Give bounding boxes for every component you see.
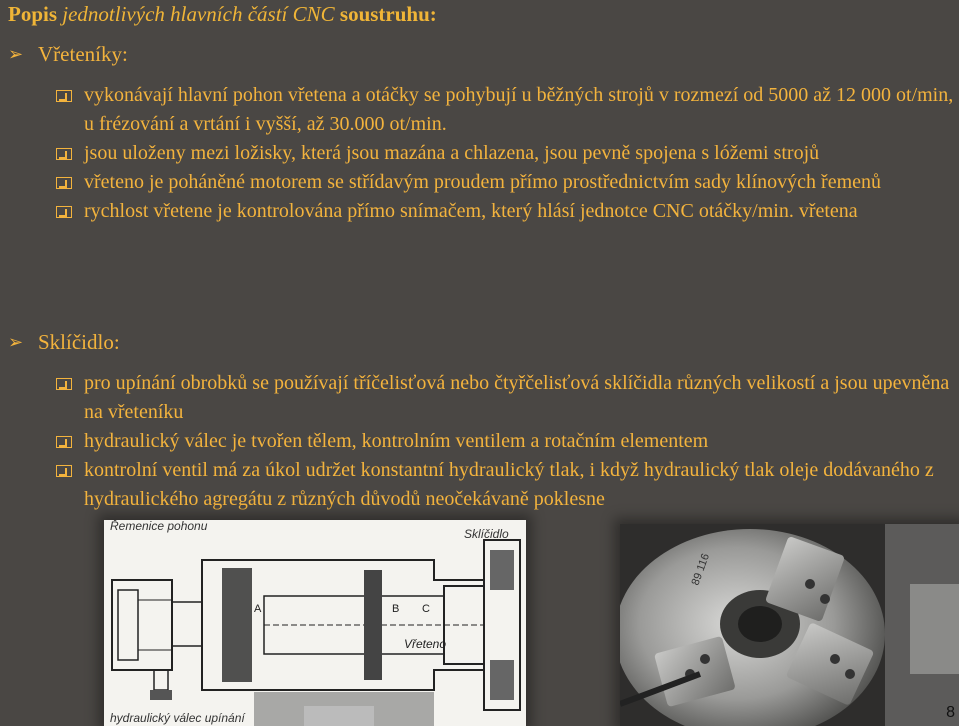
list-item bbox=[56, 197, 956, 226]
chuck-photo bbox=[620, 524, 959, 726]
title-part-2: jednotlivých hlavních částí CNC bbox=[62, 2, 335, 26]
chuck-engraving: 89 116 bbox=[689, 552, 713, 588]
checkbox-bullet-icon bbox=[56, 206, 72, 218]
chuck-photo-drawing bbox=[620, 524, 959, 726]
slide-title bbox=[8, 2, 437, 27]
list-item-text: hydraulický válec je tvořen tělem, kontrolním ventilem a rotačním elementem bbox=[84, 430, 709, 452]
section-heading-sklicidlo bbox=[8, 330, 120, 355]
list-item bbox=[56, 168, 956, 197]
section-items-sklicidlo bbox=[56, 369, 956, 514]
list-item-text: kontrolní ventil má za úkol udržet konstantní hydraulický tlak, i když hydraulický tlak oleje dodávaného z hydraulického agregátu z různých důvodů neočekávaně poklesne bbox=[84, 459, 934, 510]
checkbox-bullet-icon bbox=[56, 148, 72, 160]
title-part-1: Popis bbox=[8, 2, 63, 26]
list-item bbox=[56, 81, 956, 139]
checkbox-bullet-icon bbox=[56, 465, 72, 477]
list-item-text: pro upínání obrobků se používají tříčelisťová nebo čtyřčelisťová sklíčidla různých velikostí a jsou upevněna na vřeteníku bbox=[84, 372, 950, 423]
spindle-diagram-drawing bbox=[104, 520, 526, 726]
diagram-label-cylinder: hydraulický válec upínání bbox=[110, 711, 245, 725]
list-item-text: rychlost vřetene je kontrolována přímo snímačem, který hlásí jednotce CNC otáčky/min. vřetena bbox=[84, 200, 858, 222]
spindle-diagram-image bbox=[104, 520, 526, 726]
diagram-label-chuck: Sklíčidlo bbox=[464, 527, 509, 541]
checkbox-bullet-icon bbox=[56, 436, 72, 448]
list-item bbox=[56, 139, 956, 168]
diagram-letter-c: C bbox=[422, 603, 430, 615]
checkbox-bullet-icon bbox=[56, 90, 72, 102]
arrow-bullet-icon: ➢ bbox=[8, 332, 24, 352]
diagram-letter-b: B bbox=[392, 603, 400, 615]
title-part-3: soustruhu: bbox=[334, 2, 437, 26]
section-heading-vreteniky bbox=[8, 42, 128, 67]
list-item bbox=[56, 456, 956, 514]
diagram-label-spindle: Vřeteno bbox=[404, 637, 447, 651]
list-item-text: vřeteno je poháněné motorem se střídavým proudem přímo prostřednictvím sady klínových řemenů bbox=[84, 171, 882, 193]
arrow-bullet-icon: ➢ bbox=[8, 44, 24, 64]
list-item bbox=[56, 369, 956, 427]
section-heading-label: Vřeteníky: bbox=[38, 42, 128, 66]
list-item-text: vykonávají hlavní pohon vřetena a otáčky se pohybují u běžných strojů v rozmezí od 5000 až 12 000 ot/min, u frézování a vrtání i vyšší, až 30.000 ot/min. bbox=[84, 84, 954, 135]
diagram-letter-a: A bbox=[254, 603, 262, 615]
section-heading-label: Sklíčidlo: bbox=[38, 330, 120, 354]
list-item-text: jsou uloženy mezi ložisky, která jsou mazána a chlazena, jsou pevně spojena s lóžemi strojů bbox=[84, 142, 820, 164]
diagram-label-pulley: Řemenice pohonu bbox=[110, 520, 208, 533]
page-number: 8 bbox=[946, 704, 955, 721]
list-item bbox=[56, 427, 956, 456]
section-items-vreteniky bbox=[56, 81, 956, 226]
checkbox-bullet-icon bbox=[56, 177, 72, 189]
checkbox-bullet-icon bbox=[56, 378, 72, 390]
